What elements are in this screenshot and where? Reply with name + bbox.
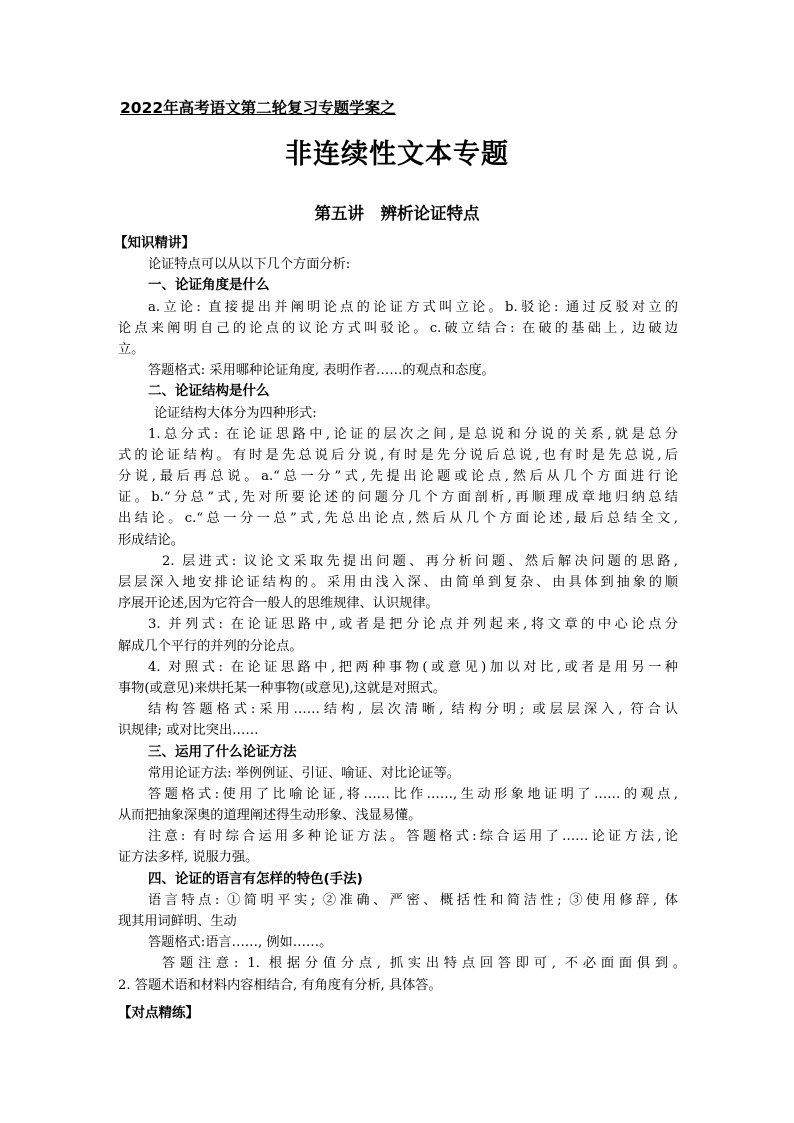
paragraph-line: 识规律; 或对比突出…… <box>118 723 259 739</box>
paragraph-line: 常用论证方法: 举例例证、引证、喻证、对比论证等。 <box>148 765 460 781</box>
subsection-heading: 二、论证结构是什么 <box>148 383 270 400</box>
series-title: 2022年高考语文第二轮复习专题学案之 <box>120 99 396 117</box>
paragraph-line: 事物(或意见)来烘托某一种事物(或意见),这就是对照式。 <box>118 680 447 696</box>
paragraph-line: 出结论。c.“总一分一总”式,先总出论点,然后从几个方面论述,最后总结全文, <box>118 511 678 527</box>
paragraph-line: 论证结构大体分为四种形式: <box>154 405 317 421</box>
paragraph-line: 现其用词鲜明、生动 <box>118 914 237 929</box>
lecture-title: 第五讲 辨析论证特点 <box>314 204 480 223</box>
paragraph-line: 4. 对照式: 在论证思路中,把两种事物(或意见)加以对比,或者是用另一种 <box>148 659 678 675</box>
paragraph-line: 序展开论述,因为它符合一般人的思维规律、认识规律。 <box>118 596 439 612</box>
paragraph-line: 论证特点可以从以下几个方面分析: <box>148 257 351 273</box>
paragraph-line: 2. 答题术语和材料内容相结合, 有角度有分析, 具体答。 <box>118 977 442 993</box>
paragraph-line: 证。b.“分总”式,先对所要论述的问题分几个方面剖析,再顺理成章地归纳总结 <box>118 490 678 506</box>
paragraph-line: 语言特点: ①简明平实; ②准确、严密、概括性和简洁性; ③使用修辞, 体 <box>148 892 678 908</box>
paragraph-line: 答题格式:使用了比喻论证,将……比作……,生动形象地证明了……的观点, <box>148 786 678 802</box>
main-title: 非连续性文本专题 <box>285 139 509 170</box>
paragraph-line: 结构答题格式:采用……结构, 层次清晰, 结构分明; 或层层深入, 符合认 <box>148 702 678 718</box>
subsection-heading: 一、论证角度是什么 <box>148 277 270 294</box>
document-body <box>114 233 686 996</box>
subsection-heading: 四、论证的语言有怎样的特色(手法) <box>148 870 363 887</box>
paragraph-line: 解成几个平行的并列的分论点。 <box>118 638 303 654</box>
paragraph-line: a.立论: 直接提出并阐明论点的论证方式叫立论。b.驳论: 通过反驳对立的 <box>148 299 678 315</box>
paragraph-line: 答题注意: 1. 根据分值分点, 抓实出特点回答即可, 不必面面俱到。 <box>162 956 686 972</box>
subsection-heading: 三、运用了什么论证方法 <box>148 743 297 760</box>
paragraph-line: 证方法多样, 说服力强。 <box>118 850 259 866</box>
paragraph-line: 从而把抽象深奥的道理阐述得生动形象、浅显易懂。 <box>118 808 422 824</box>
paragraph-line: 2. 层进式: 议论文采取先提出问题、再分析问题、然后解决问题的思路, <box>162 553 678 569</box>
paragraph-line: 注意: 有时综合运用多种论证方法。答题格式:综合运用了……论证方法,论 <box>148 829 678 845</box>
paragraph-line: 3. 并列式: 在论证思路中,或者是把分论点并列起来,将文章的中心论点分 <box>148 617 678 633</box>
paragraph-line: 1.总分式: 在论证思路中,论证的层次之间,是总说和分说的关系,就是总分 <box>148 426 678 442</box>
section-heading-practice: 【对点精练】 <box>118 1005 199 1021</box>
paragraph-line: 论点来阐明自己的论点的议论方式叫驳论。c.破立结合: 在破的基础上, 边破边 <box>118 320 678 336</box>
paragraph-line: 立。 <box>118 341 145 357</box>
paragraph-line: 式的论证结构。有时是先总说后分说,有时是先分说后总说,也有时是先总说,后 <box>118 447 678 463</box>
section-heading-knowledge: 【知识精讲】 <box>114 235 195 251</box>
paragraph-line: 层层深入地安排论证结构的。采用由浅入深、由简单到复杂、由具体到抽象的顺 <box>118 575 678 590</box>
paragraph-line: 形成结论。 <box>118 532 184 548</box>
paragraph-line: 分说,最后再总说。a.“总一分”式,先提出论题或论点,然后从几个方面进行论 <box>118 469 678 485</box>
paragraph-line: 答题格式: 采用哪种论证角度, 表明作者……的观点和态度。 <box>148 363 495 379</box>
paragraph-line: 答题格式:语言……, 例如……。 <box>148 935 333 951</box>
